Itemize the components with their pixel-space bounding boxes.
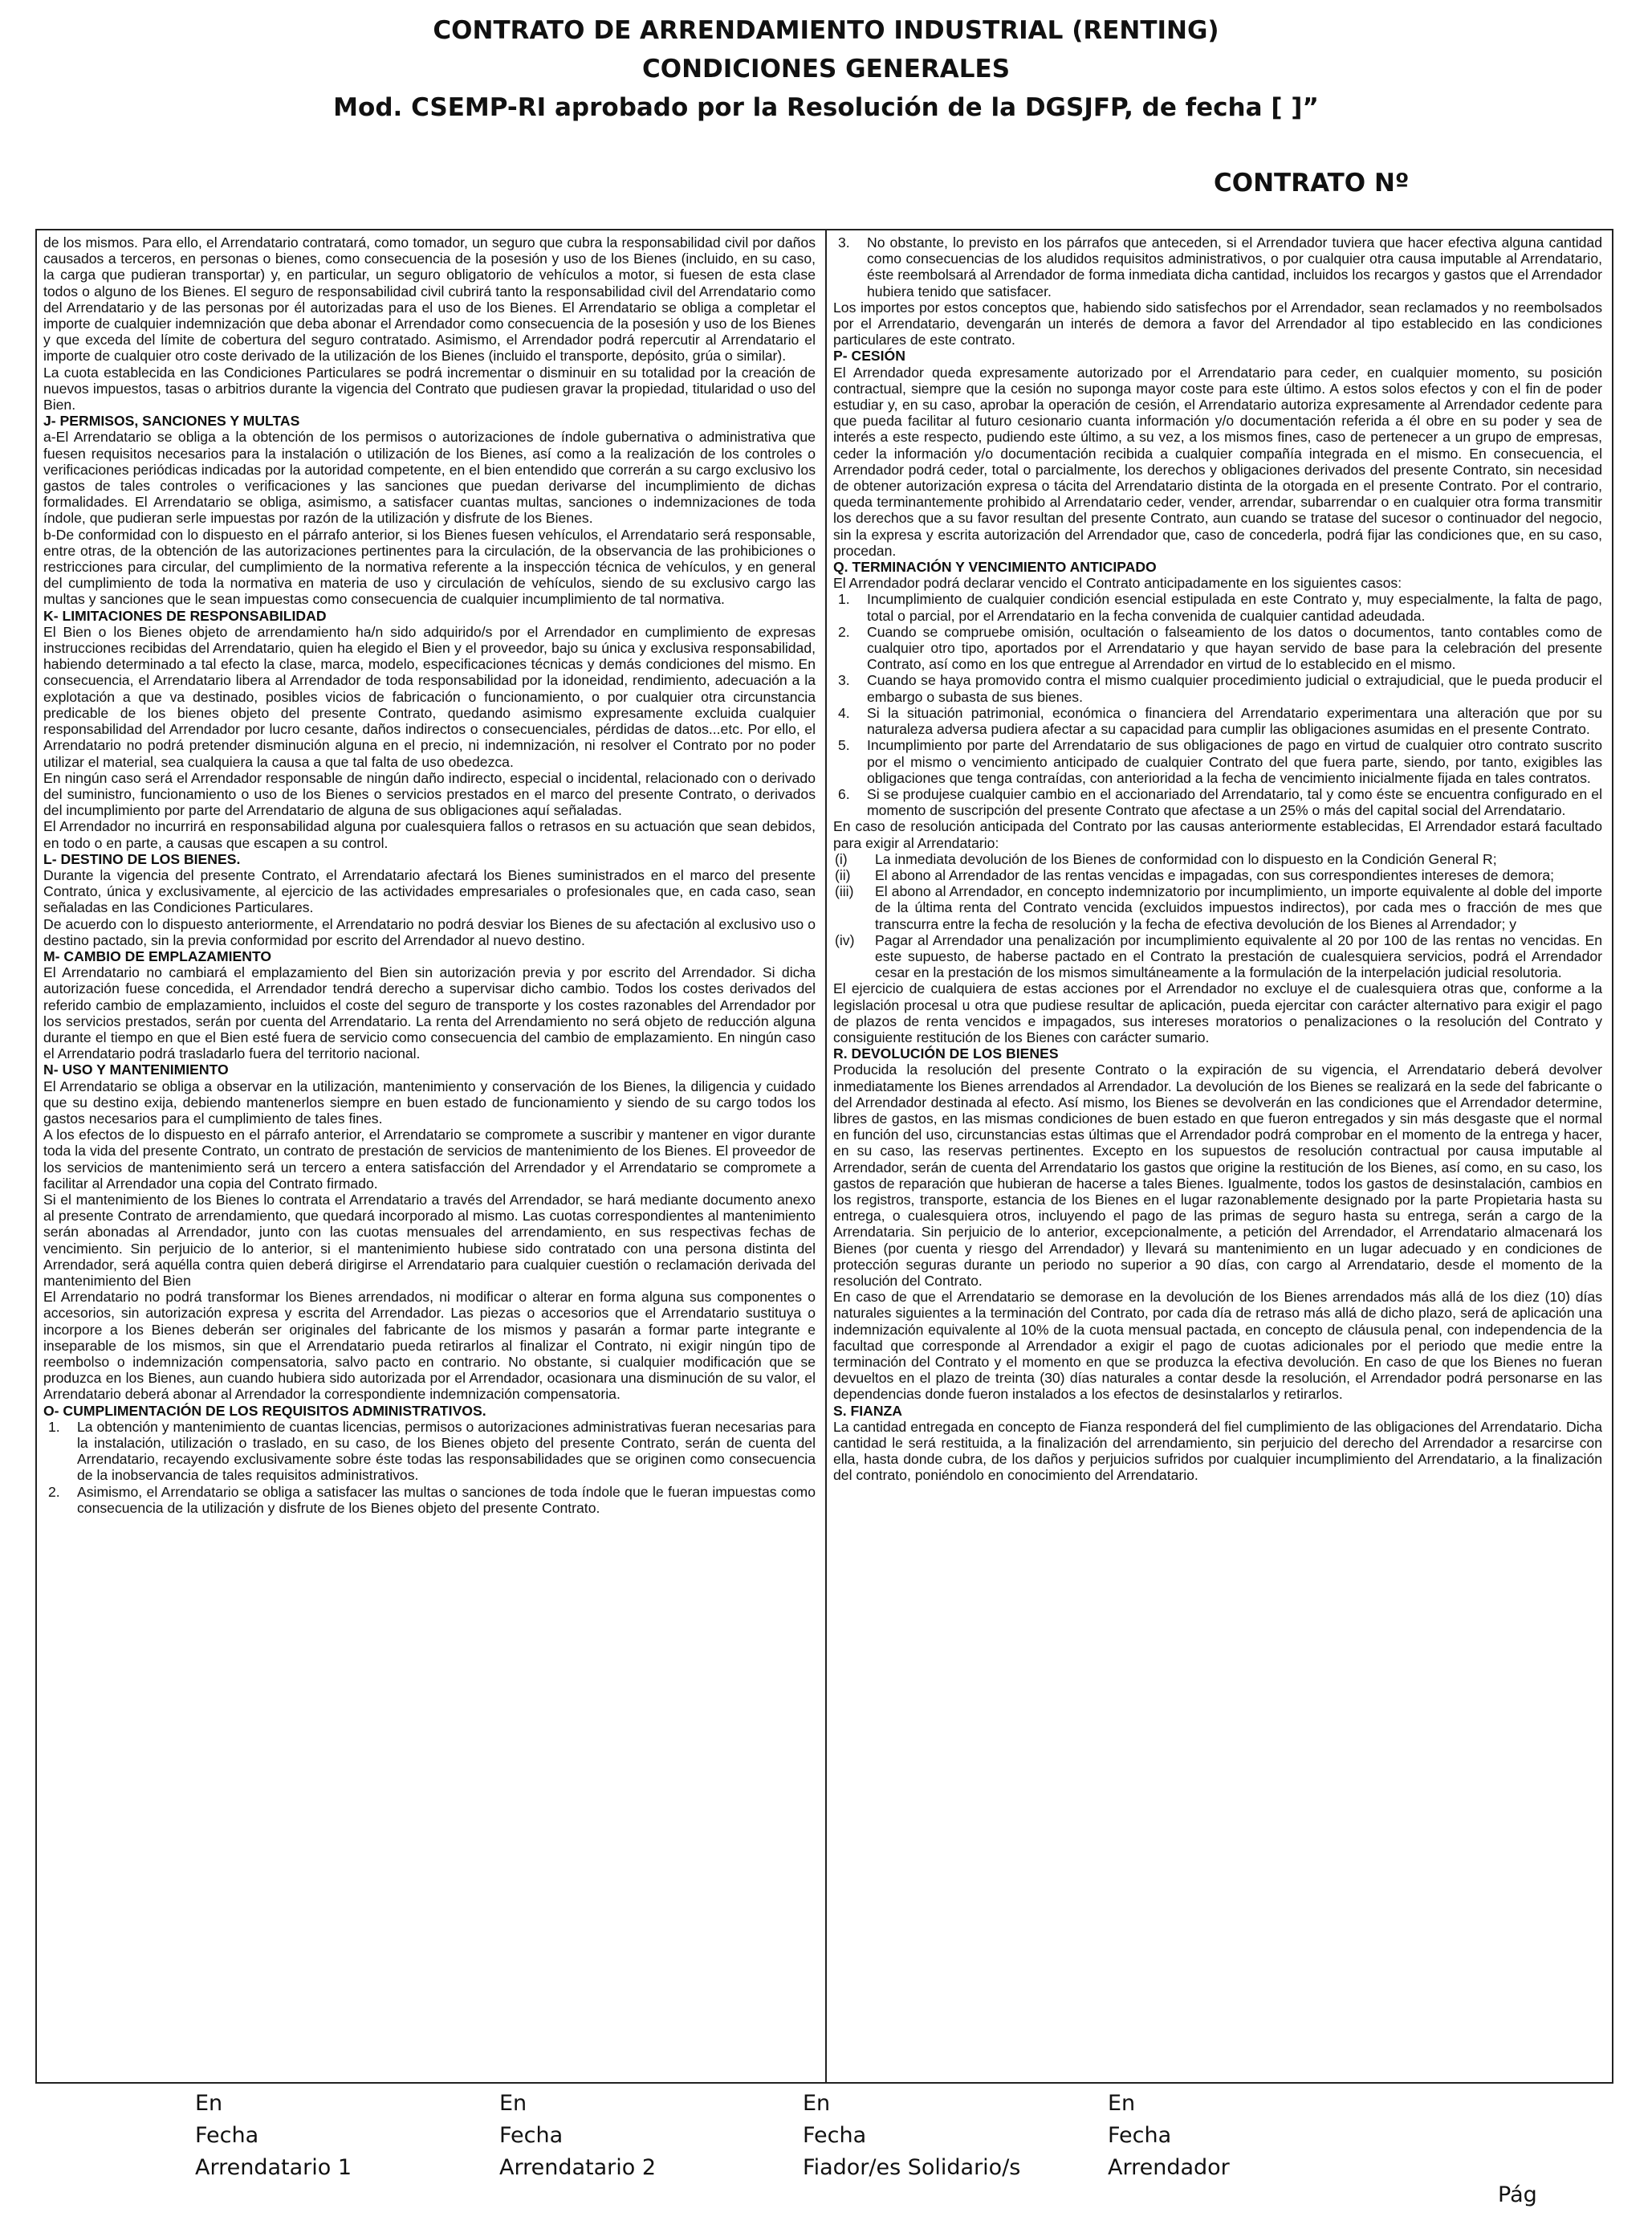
item-text: Cuando se compruebe omisión, ocultación o falseamiento de los datos o documentos, tanto contables como de cualquier otro tipo, aportados por el Arrendatario y que hayan servido de base para la celebración del presente Contrato, así como en los que entregue al Arrendador en virtud de lo establecido en el mismo. [867,623,1602,673]
item-number: (iii) [835,883,854,900]
section-heading: O- CUMPLIMENTACIÓN DE LOS REQUISITOS ADMINISTRATIVOS. [43,1402,486,1419]
signature-role: Arrendatario 1 [195,2155,352,2180]
numbered-item [833,883,1602,932]
numbered-item [833,705,1602,737]
signature-en: En [803,2091,831,2116]
numbered-item [833,591,1602,623]
signature-role: Fiador/es Solidario/s [803,2155,1021,2180]
paragraph: En caso de que el Arrendatario se demorase en la devolución de los Bienes arrendados más allá de los diez (10) días naturales siguientes a la terminación del Contrato, por cada día de retraso más allá de dicho plazo, será de aplicación una indemnización equivalente al 10% de la cuota mensual pactada, en concepto de cláusula penal, con independencia de la facultad que corresponde al Arrendador a exigir el pago de cuotas adicionales por el periodo que medie entre la terminación del Contrato y el momento en que se produzca la efectiva devolución. En caso de que los Bienes no fueran devueltos en el plazo de treinta (30) días naturales a contar desde la resolución, el Arrendador podrá personarse en las dependencias donde fueron instalados a los efectos de desinstalarlos y retirarlos. [833,1289,1602,1403]
item-number: 3. [838,234,850,251]
paragraph: En ningún caso será el Arrendador responsable de ningún daño indirecto, especial o incidental, relacionado con o derivado del suministro, funcionamiento o uso de los Bienes o servicios prestados en el marco del presente Contrato, o derivados del incumplimiento por parte del Arrendatario de alguna de sus obligaciones aquí señaladas. [43,769,816,819]
item-text: Incumplimiento de cualquier condición esencial estipulada en este Contrato y, muy especialmente, la falta de pago, total o parcial, por el Arrendatario en la fecha convenida de cualquier cantidad adeudada. [867,591,1602,624]
item-text: La obtención y mantenimiento de cuantas licencias, permisos o autorizaciones administrativas fueran necesarias para la instalación, utilización o traslado, en su caso, de los Bienes objeto del presente Contrato, serán de cuenta del Arrendatario, recayendo exclusivamente sobre éste todas las responsabilidades que se originen como consecuencia de la inobservancia de tales requisitos administrativos. [77,1418,816,1484]
conditions-box [35,229,1613,2084]
item-text: Si la situación patrimonial, económica o financiera del Arrendatario experimentara una alteración que por su naturaleza adversa pudiera afectar a su capacidad para cumplir las obligaciones asumidas en el presente Contrato. [867,704,1602,738]
paragraph: a-El Arrendatario se obliga a la obtención de los permisos o autorizaciones de índole gubernativa o administrativa que fuesen requisitos necesarios para la instalación o utilización de los Bienes, así como a la realización de los controles o verificaciones periódicas indicadas por la autoridad competente, en el bien entendido que correrán a su cargo exclusivo los gastos de tales controles o verificaciones y las sanciones que puedan derivarse del incumplimiento de dichas formalidades. El Arrendatario se obliga, asimismo, a satisfacer cuantas multas, sanciones o indemnizaciones de toda índole, que pudieran serle impuestas por razón de la utilización y disfrute de los Bienes. [43,429,816,527]
section-heading: R. DEVOLUCIÓN DE LOS BIENES [833,1045,1059,1062]
item-number: (iv) [835,931,855,948]
item-number: 5. [838,737,850,754]
paragraph: Durante la vigencia del presente Contrato, el Arrendatario afectará los Bienes suministrados en el marco del presente Contrato, única y exclusivamente, al ejercicio de las actividades empresariales o profesionales que, en cada caso, sean señaladas en las Condiciones Particulares. [43,866,816,916]
item-text: Asimismo, el Arrendatario se obliga a satisfacer las multas o sanciones de toda índole que le fueran impuestas como consecuencia de la utilización y disfrute de los Bienes objeto del presente Contrato. [77,1483,816,1516]
paragraph: Producida la resolución del presente Contrato o la expiración de su vigencia, el Arrendatario deberá devolver inmediatamente los Bienes arrendados al Arrendador. La devolución de los Bienes se realizará en la sede del fabricante o del Arrendador destinada al efecto. Así mismo, los Bienes se devolverán en las condiciones que el Arrendador determine, libres de gastos, en las mismas condiciones de buen estado en que fueron entregados y sin más desgaste que el normal en función del uso, circunstancias estas últimas que el Arrendador podrá comprobar en el momento de la entrega y hacer, en su caso, las reservas pertinentes. Excepto en los supuestos de resolución contractual por causa imputable al Arrendador, serán de cuenta del Arrendatario los gastos que origine la restitución de los Bienes, así como, en su caso, los gastos de reparación que hubieran de hacerse a tales Bienes. Igualmente, todos los gastos de desinstalación, cambios en los registros, transporte, estancia de los Bienes en el lugar razonablemente designado por la parte Propietaria hasta su entrega, o cualesquiera otros, incluyendo el pago de las primas de seguro hasta su entrega, serán a cargo de la Arrendataria. Sin perjuicio de lo anterior, excepcionalmente, a petición del Arrendador, el Arrendatario almacenará los Bienes (por cuenta y riesgo del Arrendador) y llevará su mantenimiento en un lugar adecuado y en condiciones de protección seguras durante un periodo no superior a 90 días, con cargo al Arrendatario, desde el momento de la resolución del Contrato. [833,1062,1602,1289]
contract-number-label: CONTRATO Nº [1214,169,1410,198]
signature-block-arrendador [1108,2088,1230,2184]
signature-block-arrendatario-1 [195,2088,352,2184]
title-line-2: CONDICIONES GENERALES [641,55,1011,84]
paragraph: La cuota establecida en las Condiciones Particulares se podrá incrementar o disminuir en su totalidad por la creación de nuevos impuestos, tasas o arbitrios durante la vigencia del Contrato que pudiesen gravar la propiedad, titularidad o uso del Bien. [43,364,816,414]
item-number: 2. [48,1483,60,1500]
signature-role: Arrendador [1108,2155,1230,2180]
section-heading: K- LIMITACIONES DE RESPONSABILIDAD [43,607,327,624]
signature-block-fiador [803,2088,1020,2184]
page-number-label: Pág [1498,2182,1537,2207]
signature-fecha: Fecha [803,2123,867,2148]
item-text: Cuando se haya promovido contra el mismo cualquier procedimiento judicial o extrajudicial, que le pueda producir el embargo o subasta de sus bienes. [867,672,1602,705]
item-text: Pagar al Arrendador una penalización por incumplimiento equivalente al 20 por 100 de las rentas no vencidas. En este supuesto, de haberse pactado en el Contrato la prestación de cualesquiera servicios, podrá el Arrendador cesar en la prestación de los mismos simultáneamente a la formulación de la interpelación judicial resolutoria. [875,931,1602,981]
numbered-item [833,624,1602,673]
item-text: No obstante, lo previsto en los párrafos que anteceden, si el Arrendador tuviera que hacer efectiva alguna cantidad como consecuencias de los aludidos requisitos administrativos, o por cualquier otra causa imputable al Arrendatario, éste reembolsará al Arrendador de forma inmediata dicha cantidad, incluidos los recargos y gastos que el Arrendador hubiera tenido que satisfacer. [867,234,1602,300]
signature-en: En [499,2091,527,2116]
signature-en: En [195,2091,223,2116]
numbered-item [833,234,1602,300]
item-number: 3. [838,672,850,689]
numbered-item [43,1419,816,1484]
section-heading: P- CESIÓN [833,348,905,365]
paragraph: Si el mantenimiento de los Bienes lo contrata el Arrendatario a través del Arrendador, se hará mediante documento anexo al presente Contrato de arrendamiento, que quedará incorporado al mismo. Las cuotas correspondientes al mantenimiento serán abonadas al Arrendador, junto con las cuotas mensuales del arrendamiento, en sus respectivas fechas de vencimiento. Sin perjuicio de lo anterior, si el mantenimiento hubiese sido contratado con una persona distinta del Arrendador, será aquélla contra quien deberá dirigirse el Arrendatario para cualquier cuestión o reclamación derivada del mantenimiento del Bien [43,1191,816,1289]
paragraph: El Arrendatario no cambiará el emplazamiento del Bien sin autorización previa y por escrito del Arrendador. Si dicha autorización fuese concedida, el Arrendador tendrá derecho a supervisar dicho cambio. Todos los costes derivados del referido cambio de emplazamiento, incluidos el coste del seguro de transporte y los costes razonables del Arrendador por los servicios prestados, serán por cuenta del Arrendatario. La renta del Arrendamiento no será objeto de reducción alguna durante el tiempo en que el Bien esté fuera de servicio como consecuencia del cambio de emplazamiento. En ningún caso el Arrendatario podrá trasladarlo fuera del territorio nacional. [43,964,816,1062]
numbered-item [833,851,1602,867]
item-number: (i) [835,850,848,867]
item-number: 6. [838,785,850,802]
item-text: Incumplimiento por parte del Arrendatario de sus obligaciones de pago en virtud de cualquier otro contrato suscrito por el mismo o vencimiento anticipado de cualquier Contrato del que fuera parte, siendo, por tanto, exigibles las obligaciones que tenga contraídas, con anterioridad a la fecha de vencimiento inicialmente fijada en tales contratos. [867,737,1602,786]
numbered-item [833,867,1602,883]
item-number: 2. [838,623,850,640]
signature-block-arrendatario-2 [499,2088,656,2184]
item-text: El abono al Arrendador, en concepto indemnizatorio por incumplimiento, un importe equivalente al doble del importe de la última renta del Contrato vencida (excluidos impuestos indirectos), por cada mes o fracción de mes que transcurra entre la fecha de resolución y la fecha de efectiva devolución de los Bienes al Arrendador; y [875,883,1602,932]
section-heading: Q. TERMINACIÓN Y VENCIMIENTO ANTICIPADO [833,559,1157,576]
item-number: (ii) [835,866,851,883]
paragraph: De acuerdo con lo dispuesto anteriormente, el Arrendatario no podrá desviar los Bienes de su afectación al exclusivo uso o destino pactado, sin la previa conformidad por escrito del Arrendador al nuevo destino. [43,915,816,948]
item-number: 1. [48,1418,60,1435]
numbered-item [833,737,1602,786]
paragraph: El Arrendador podrá declarar vencido el Contrato anticipadamente en los siguientes casos: [833,575,1402,592]
section-heading: J- PERMISOS, SANCIONES Y MULTAS [43,413,300,430]
paragraph: El Arrendatario se obliga a observar en la utilización, mantenimiento y conservación de los Bienes, la diligencia y cuidado que su destino exija, debiendo mantenerlos siempre en buen estado de funcionamiento y siendo de su cargo todos los gastos necesarios para el cumplimiento de tales fines. [43,1078,816,1127]
left-column [37,230,827,2082]
numbered-item [833,672,1602,704]
title-line-1: CONTRATO DE ARRENDAMIENTO INDUSTRIAL (RENTING) [433,16,1219,45]
right-column [827,230,1612,2082]
section-heading: S. FIANZA [833,1402,903,1419]
signature-fecha: Fecha [499,2123,564,2148]
paragraph: de los mismos. Para ello, el Arrendatario contratará, como tomador, un seguro que cubra la responsabilidad civil por daños causados a terceros, en personas o bienes, como consecuencia de la posesión y uso de los Bienes (incluido, en su caso, la carga que pudieran transportar) y, en particular, un seguro obligatorio de vehículos a motor, si fuesen de esta clase todos o alguno de los Bienes. El seguro de responsabilidad civil cubrirá tanto la responsabilidad civil del Arrendatario como del Arrendatario y de las personas por él autorizadas para el uso de los Bienes. El Arrendatario se obliga a completar el importe de cualquier indemnización que deba abonar el Arrendador como consecuencia de la posesión y uso de los Bienes y que exceda del límite de cobertura del seguro contratado. Asimismo, el Arrendador podrá repercutir al Arrendatario el importe de cualquier otro coste derivado de la utilización de los Bienes (incluido el transporte, depósito, grúa o similar). [43,234,816,365]
paragraph: El Arrendador no incurrirá en responsabilidad alguna por cualesquiera fallos o retrasos en su actuación que sean debidos, en todo o en parte, a causas que escapen a su control. [43,818,816,851]
numbered-item [43,1484,816,1516]
section-heading: M- CAMBIO DE EMPLAZAMIENTO [43,947,272,964]
item-number: 1. [838,591,850,608]
signature-fecha: Fecha [1108,2123,1172,2148]
document-header [0,11,1652,127]
section-heading: N- USO Y MANTENIMIENTO [43,1062,229,1078]
item-text: Si se produjese cualquier cambio en el accionariado del Arrendatario, tal y como éste se encuentra configurado en el momento de suscripción del presente Contrato que afectase a un 25% o más del capital social del Arrendatario. [867,785,1602,819]
paragraph: El Bien o los Bienes objeto de arrendamiento ha/n sido adquirido/s por el Arrendador en cumplimiento de expresas instrucciones recibidas del Arrendatario, quien ha elegido el Bien y el proveedor, bajo su única y exclusiva responsabilidad, habiendo determinado a tal efecto la clase, marca, modelo, especificaciones técnicas y demás condiciones del mismo. En consecuencia, el Arrendatario libera al Arrendador de toda responsabilidad por la idoneidad, rendimiento, adecuación a la explotación a que va destinado, posibles vicios de fabricación o funcionamiento, o por cualquier otra circunstancia predicable de los bienes objeto del presente Contrato, quedando asimismo expresamente excluida cualquier responsabilidad del Arrendador por lucro cesante, daños indirectos o consecuenciales, pérdidas de datos...etc. Por ello, el Arrendatario no podrá pretender disminución alguna en el precio, ni indemnización, ni resolver el Contrato por no poder utilizar el material, sea cualquiera la causa a que tal falta de uso obedezca. [43,623,816,770]
paragraph: El Arrendatario no podrá transformar los Bienes arrendados, ni modificar o alterar en forma alguna sus componentes o accesorios, sin autorización expresa y escrita del Arrendador. Las piezas o accesorios que el Arrendatario sustituya o incorpore a los Bienes deberán ser originales del fabricante de los mismos y pasarán a formar parte integrante e inseparable de los mismos, sin que el Arrendatario pueda retirarlos al finalizar el Contrato, ni exigir ningún tipo de reembolso o indemnización compensatoria, salvo pacto en contrario. No obstante, si cualquier modificación que se produzca en los Bienes, aun cuando hubiera sido autorizada por el Arrendador, ocasionara una disminución de su valor, el Arrendatario deberá abonar al Arrendador la correspondiente indemnización compensatoria. [43,1289,816,1403]
signature-fecha: Fecha [195,2123,259,2148]
paragraph: La cantidad entregada en concepto de Fianza responderá del fiel cumplimiento de las obligaciones del Arrendatario. Dicha cantidad le será restituida, a la finalización del arrendamiento, sin perjuicio del derecho del Arrendador a resarcirse con ella, hasta donde cubra, de los daños y perjuicios sufridos por cualquier incumplimiento del Arrendatario, a la finalización del contrato, poniéndolo en conocimiento del Arrendatario. [833,1418,1602,1484]
paragraph: El Arrendador queda expresamente autorizado por el Arrendatario para ceder, en cualquier momento, su posición contractual, siempre que la cesión no suponga mayor coste para este último. A estos solos efectos y con el fin de poder estudiar y, en su caso, aprobar la operación de cesión, el Arrendatario autoriza expresamente al Arrendador cedente para que pueda facilitar al futuro cesionario cuanta información y/o documentación referida a él obre en su poder y sea de interés a este respecto, pudiendo este último, a su vez, a los mismos fines, caso de pertenecer a un grupo de empresas, ceder la información y/o documentación recibida a cualquier compañía integrada en el mismo. En consecuencia, el Arrendador podrá ceder, total o parcialmente, los derechos y obligaciones derivados del presente Contrato, sin necesidad de obtener autorización expresa o tácita del Arrendatario distinta de la otorgada en el presente Contrato. Por el contrario, queda terminantemente prohibido al Arrendatario ceder, vender, arrendar, subarrendar o en cualquier otra forma transmitir los derechos que a su favor resultan del presente Contrato, aun cuando se tratase del sucesor o continuador del negocio, sin la expresa y escrita autorización del Arrendador que, caso de concederla, podrá fijar las condiciones que, en su caso, procedan. [833,364,1602,559]
item-number: 4. [838,704,850,721]
signature-role: Arrendatario 2 [499,2155,657,2180]
item-text: El abono al Arrendador de las rentas vencidas e impagadas, con sus correspondientes intereses de demora; [875,866,1554,883]
paragraph: b-De conformidad con lo dispuesto en el párrafo anterior, si los Bienes fuesen vehículos, el Arrendatario será responsable, entre otras, de la obtención de las autorizaciones pertinentes para la circulación, de la observancia de las prohibiciones o restricciones para circular, del cumplimiento de la normativa referente a la inspección técnica de vehículos, y en general del cumplimiento de toda la normativa en materia de uso y circulación de vehículos, siendo de su exclusivo cargo las multas y sanciones que le sean impuestas como consecuencia de cualquier incumplimiento de tal normativa. [43,526,816,608]
section-heading: L- DESTINO DE LOS BIENES. [43,850,241,867]
paragraph: A los efectos de lo dispuesto en el párrafo anterior, el Arrendatario se compromete a suscribir y mantener en vigor durante toda la vida del presente Contrato, un contrato de prestación de servicios de mantenimiento de los Bienes. El proveedor de los servicios de mantenimiento será un tercero a entera satisfacción del Arrendador y el Arrendatario se compromete a facilitar al Arrendador una copia del Contrato firmado. [43,1127,816,1192]
item-text: La inmediata devolución de los Bienes de conformidad con lo dispuesto en la Condición General R; [875,850,1497,867]
paragraph: Los importes por estos conceptos que, habiendo sido satisfechos por el Arrendador, sean reclamados y no reembolsados por el Arrendatario, devengarán un interés de demora a favor del Arrendador al tipo establecido en las condiciones particulares de este contrato. [833,299,1602,348]
signature-en: En [1108,2091,1136,2116]
paragraph: En caso de resolución anticipada del Contrato por las causas anteriormente establecidas, El Arrendador estará facultado para exigir al Arrendatario: [833,818,1602,851]
numbered-item [833,932,1602,981]
title-line-3: Mod. CSEMP-RI aprobado por la Resolución de la DGSJFP, de fecha [ ]” [333,93,1319,122]
numbered-item [833,786,1602,818]
signature-footer [0,2088,1652,2184]
paragraph: El ejercicio de cualquiera de estas acciones por el Arrendador no excluye el de cualesquiera otras que, conforme a la legislación procesal u otra que pudiese resultar de aplicación, pueda ejercitar con carácter alternativo para exigir el pago de plazos de renta vencidos e impagados, sus intereses moratorios o penalizaciones o la resolución del Contrato y consiguiente restitución de los Bienes con carácter sumario. [833,980,1602,1045]
